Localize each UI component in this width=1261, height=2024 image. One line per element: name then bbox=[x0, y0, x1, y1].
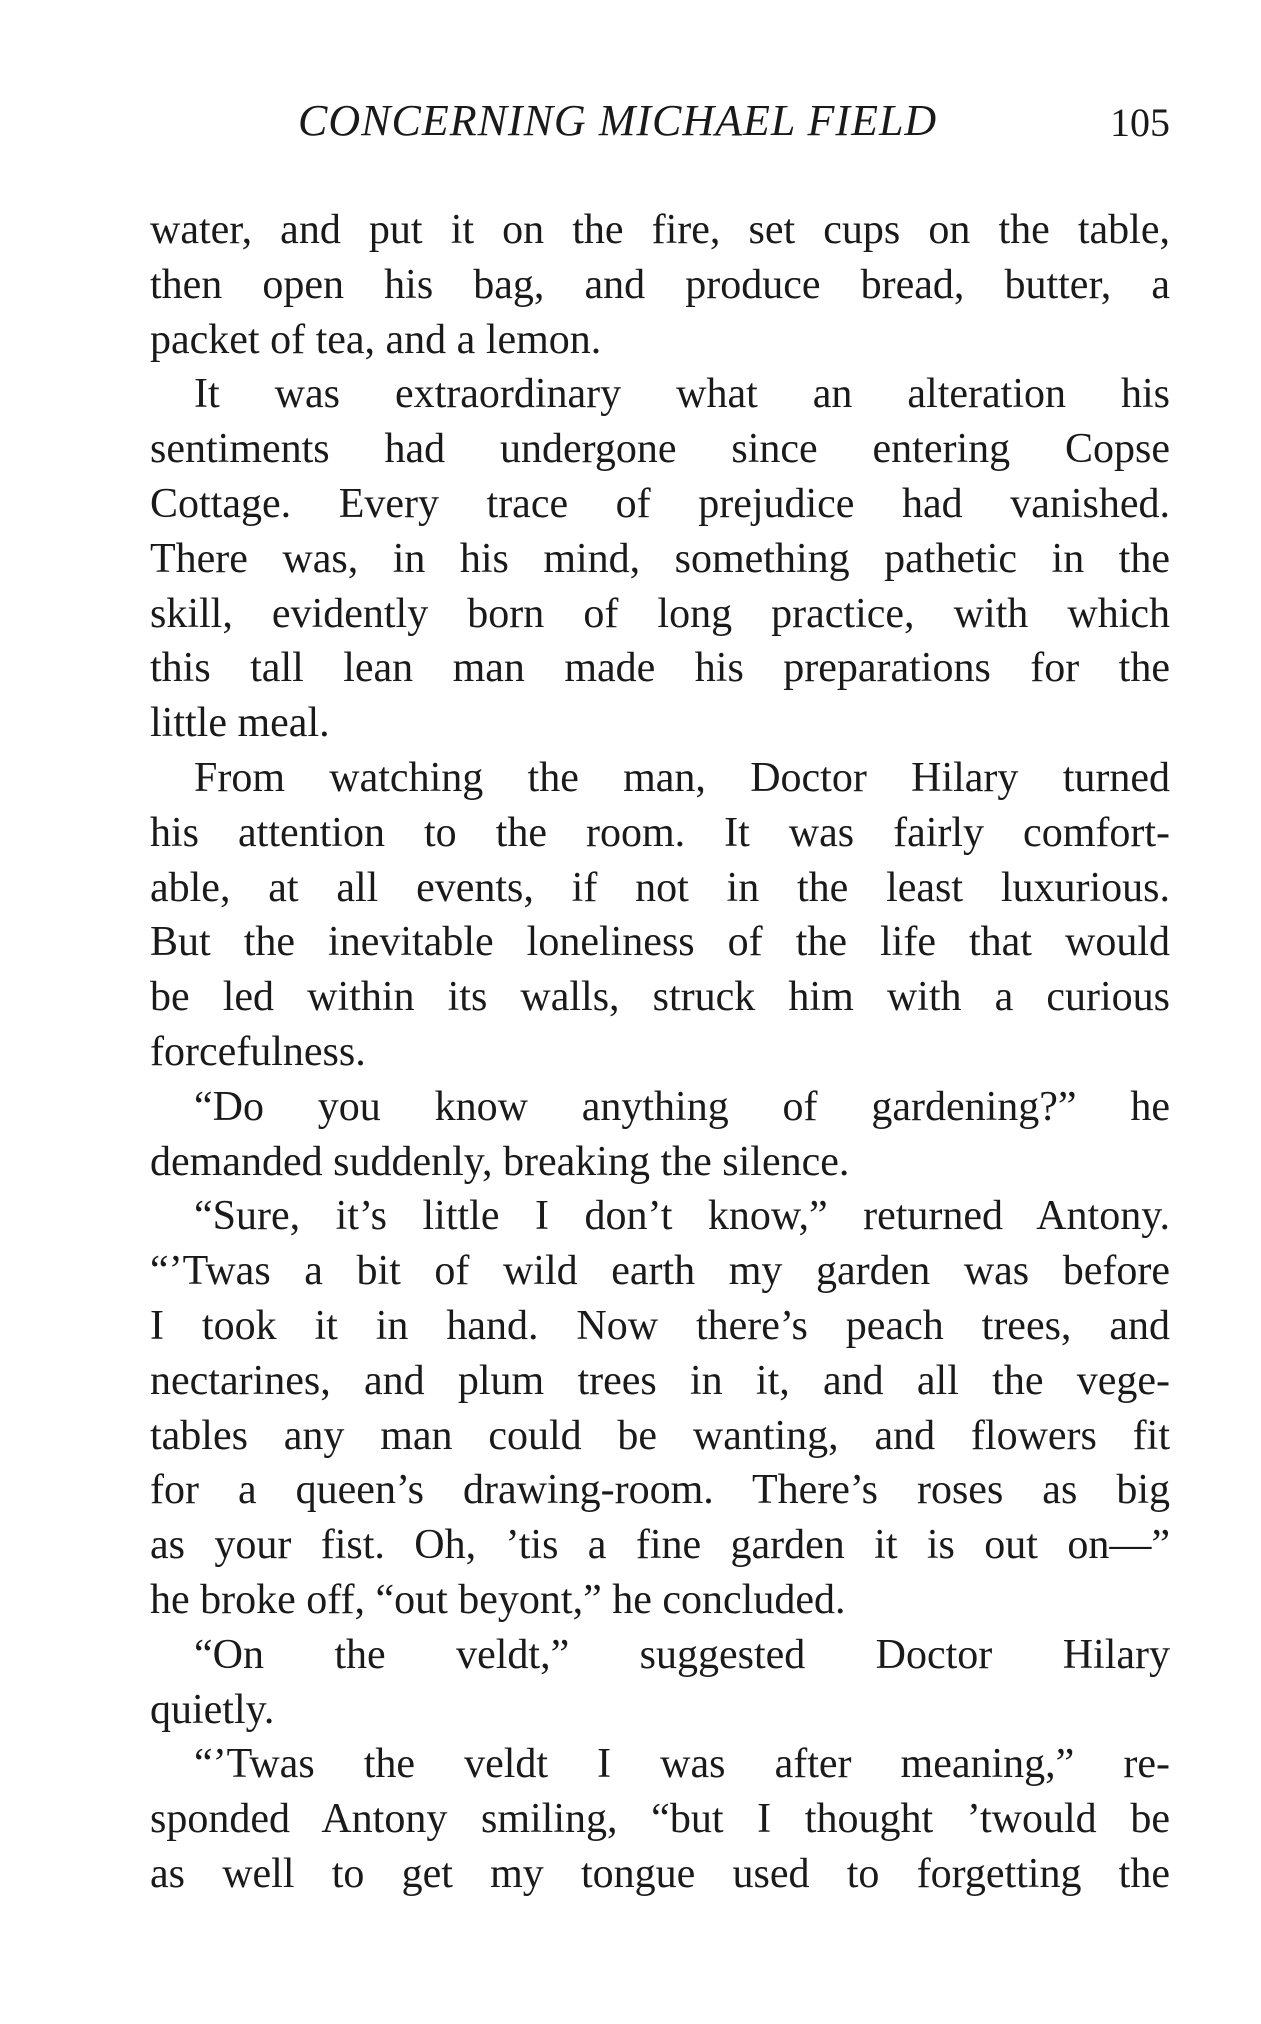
text-line: “’Twas the veldt I was after meaning,” re- bbox=[194, 1741, 1170, 1788]
text-line: Cottage. Every trace of prejudice had vanished. bbox=[150, 480, 1170, 527]
text-line: forcefulness. bbox=[150, 1028, 366, 1075]
text-line: It was extraordinary what an alteration his bbox=[194, 371, 1170, 418]
text-line: “Do you know anything of gardening?” he bbox=[194, 1083, 1170, 1130]
text-line: tables any man could be wanting, and flowers fit bbox=[150, 1412, 1170, 1459]
text-line: I took it in hand. Now there’s peach trees, and bbox=[150, 1302, 1170, 1349]
text-line: then open his bag, and produce bread, butter, a bbox=[150, 261, 1170, 308]
text-line: as your fist. Oh, ’tis a fine garden it is out on—” bbox=[150, 1522, 1170, 1569]
text-line: There was, in his mind, something pathetic in the bbox=[150, 535, 1170, 582]
text-line: his attention to the room. It was fairly comfort- bbox=[150, 809, 1170, 856]
text-line: he broke off, “out beyont,” he concluded. bbox=[150, 1576, 846, 1623]
running-title: CONCERNING MICHAEL FIELD bbox=[298, 96, 938, 145]
running-head bbox=[150, 95, 1170, 155]
text-line: be led within its walls, struck him with a curious bbox=[150, 974, 1170, 1021]
text-line: sponded Antony smiling, “but I thought ’twould be bbox=[150, 1796, 1170, 1843]
text-line: for a queen’s drawing-room. There’s roses as big bbox=[150, 1467, 1170, 1514]
text-line: “Sure, it’s little I don’t know,” returned Antony. bbox=[194, 1193, 1170, 1240]
text-line: sentiments had undergone since entering Copse bbox=[150, 426, 1170, 473]
text-line: little meal. bbox=[150, 700, 330, 747]
text-line: “On the veldt,” suggested Doctor Hilary bbox=[194, 1631, 1170, 1678]
page-number: 105 bbox=[1110, 100, 1170, 145]
text-line: as well to get my tongue used to forgetting the bbox=[150, 1850, 1170, 1897]
text-line: water, and put it on the fire, set cups on the table, bbox=[150, 207, 1170, 253]
text-line: this tall lean man made his preparations for the bbox=[150, 645, 1170, 692]
text-line: packet of tea, and a lemon. bbox=[150, 316, 602, 363]
body-text bbox=[150, 203, 1170, 1902]
text-line: able, at all events, if not in the least luxurious. bbox=[150, 864, 1170, 911]
text-line: demanded suddenly, breaking the silence. bbox=[150, 1138, 850, 1185]
text-line: skill, evidently born of long practice, with which bbox=[150, 590, 1170, 637]
text-line: nectarines, and plum trees in it, and all the vege- bbox=[150, 1357, 1170, 1404]
text-line: “’Twas a bit of wild earth my garden was before bbox=[150, 1248, 1170, 1295]
text-line: But the inevitable loneliness of the life that would bbox=[150, 919, 1170, 966]
text-line: From watching the man, Doctor Hilary turned bbox=[194, 754, 1170, 801]
text-line: quietly. bbox=[150, 1686, 275, 1733]
